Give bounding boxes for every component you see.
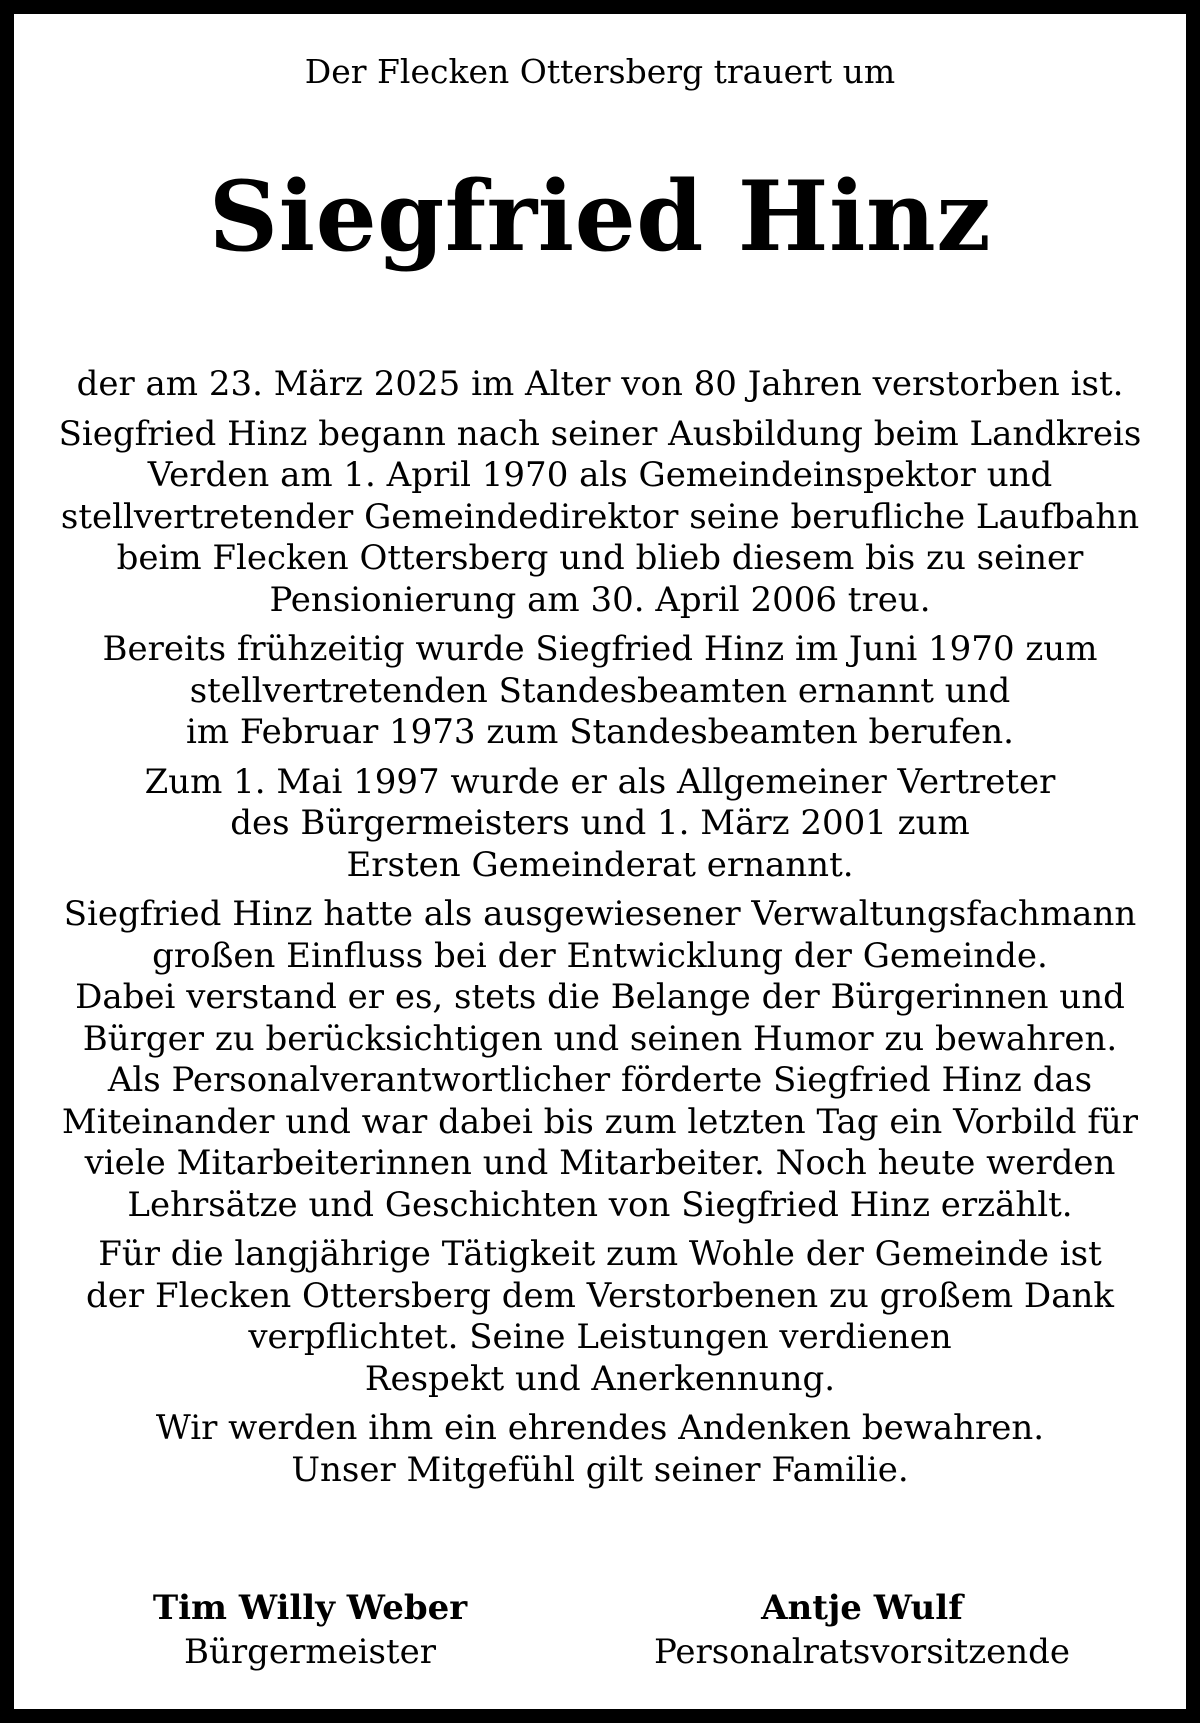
signatory-mayor	[110, 1586, 510, 1674]
signatory-name: Antje Wulf	[761, 1588, 963, 1628]
signatory-name: Tim Willy Weber	[152, 1588, 468, 1628]
signatory-role: Personalratsvorsitzende	[653, 1632, 1071, 1672]
text-line: Pensionierung am 30. April 2006 treu.	[269, 579, 931, 620]
text-line: Für die langjährige Tätigkeit zum Wohle der Gemeinde ist	[98, 1234, 1102, 1274]
text-line: Siegfried Hinz begann nach seiner Ausbildung beim Landkreis	[58, 413, 1142, 454]
paragraph-council	[42, 762, 1158, 887]
signatory-role: Bürgermeister	[184, 1632, 436, 1672]
text-line: viele Mitarbeiterinnen und Mitarbeiter. Noch heute werden	[84, 1143, 1116, 1183]
text-line: großen Einfluss bei der Entwicklung der Gemeinde.	[152, 935, 1048, 976]
text-line: im Februar 1973 zum Standesbeamten berufen.	[185, 712, 1014, 752]
paragraph-gratitude	[42, 1234, 1158, 1400]
paragraph-closing	[42, 1408, 1158, 1491]
text-line: Verden am 1. April 1970 als Gemeindeinspektor und	[147, 455, 1053, 495]
signatory-staff-council	[642, 1586, 1082, 1674]
deceased-name: Siegfried Hinz	[208, 160, 992, 273]
text-line: Wir werden ihm ein ehrendes Andenken bewahren.	[155, 1408, 1045, 1448]
text-line: Bürger zu berücksichtigen und seinen Humor zu bewahren.	[82, 1018, 1118, 1059]
paragraph-registrar	[42, 629, 1158, 754]
obituary-notice	[14, 14, 1186, 1709]
intro-line: Der Flecken Ottersberg trauert um	[304, 52, 896, 91]
text-line: Siegfried Hinz hatte als ausgewiesener Verwaltungsfachmann	[63, 894, 1137, 934]
text-line: des Bürgermeisters und 1. März 2001 zum	[230, 803, 970, 843]
text-line: Ersten Gemeinderat ernannt.	[346, 844, 854, 885]
text-line: Dabei verstand er es, stets die Belange der Bürgerinnen und	[75, 977, 1125, 1017]
paragraph-career	[42, 414, 1158, 622]
text-line: verpflichtet. Seine Leistungen verdienen	[248, 1317, 952, 1357]
text-line: stellvertretender Gemeindedirektor seine berufliche Laufbahn	[60, 496, 1140, 537]
text-line: Lehrsätze und Geschichten von Siegfried Hinz erzählt.	[127, 1184, 1073, 1225]
text-line: Respekt und Anerkennung.	[364, 1358, 836, 1399]
obituary-text	[42, 364, 1158, 1499]
text-line: Unser Mitgefühl gilt seiner Familie.	[291, 1449, 909, 1490]
text-line: Miteinander und war dabei bis zum letzten Tag ein Vorbild für	[61, 1101, 1139, 1142]
text-line: der Flecken Ottersberg dem Verstorbenen zu großem Dank	[86, 1275, 1114, 1316]
paragraph-influence	[42, 894, 1158, 1226]
text-line: Zum 1. Mai 1997 wurde er als Allgemeiner Vertreter	[144, 761, 1056, 802]
paragraph-death-notice	[42, 364, 1158, 406]
text-line: Als Personalverantwortlicher förderte Siegfried Hinz das	[107, 1060, 1093, 1100]
text-line: Bereits frühzeitig wurde Siegfried Hinz im Juni 1970 zum	[102, 629, 1098, 669]
text-line: beim Flecken Ottersberg und blieb diesem bis zu seiner	[116, 538, 1084, 578]
text-line: stellvertretenden Standesbeamten ernannt und	[189, 670, 1011, 711]
text-line: der am 23. März 2025 im Alter von 80 Jahren verstorben ist.	[76, 364, 1124, 404]
